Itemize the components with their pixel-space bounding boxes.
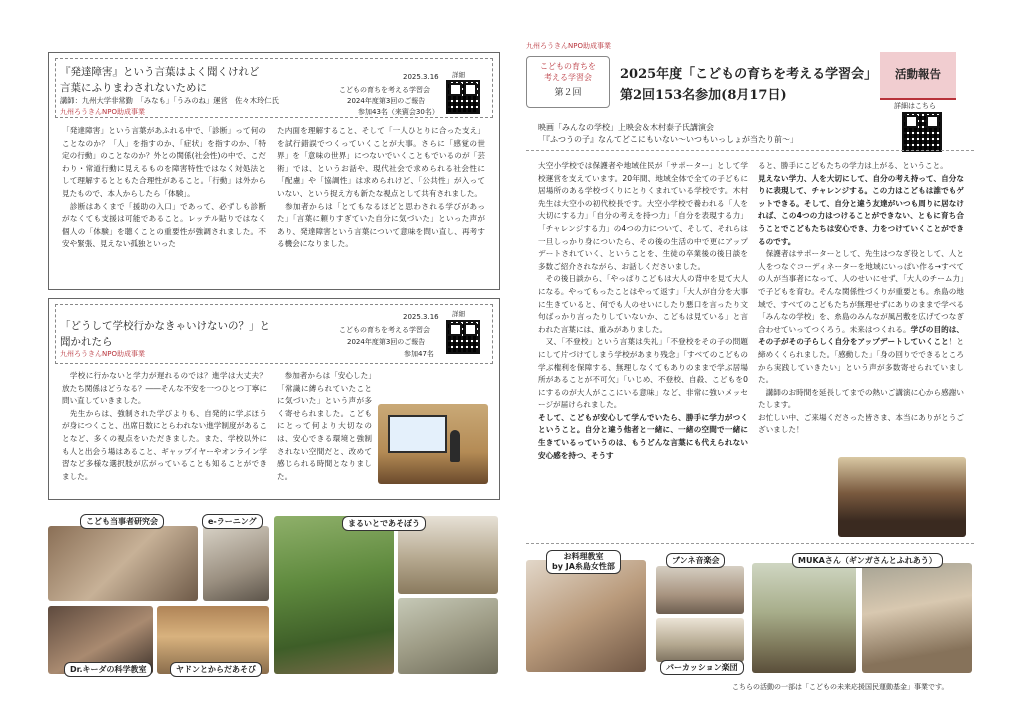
right-main-title: 2025年度「こどもの育ちを考える学習会」 bbox=[620, 67, 878, 82]
article1-title-line2: 言葉にふりまわされないために bbox=[60, 82, 207, 94]
label-bunne: ブンネ音楽会 bbox=[666, 553, 725, 568]
article1-series: こどもの育ちを考える学習会 bbox=[339, 86, 430, 94]
label-kagaku-kyoushitsu: Dr.キーダの科学教室 bbox=[64, 662, 152, 677]
article2-title-line2: 聞かれたら bbox=[60, 336, 113, 348]
lecture-screen bbox=[388, 415, 447, 453]
right-col1-bold: そして、こどもが安心して学んでいたら、勝手に学力がつくということ。自分と違う他者と一緒に、一緒の空間で一緒に生きているっていうのは、もうどんな言葉にも代えられない安心感を持つ、そうす bbox=[538, 412, 748, 460]
article2-qr-code[interactable] bbox=[446, 320, 480, 354]
photo-marui-to bbox=[274, 516, 394, 674]
badge-line3: 第２回 bbox=[554, 88, 582, 98]
series-badge bbox=[526, 56, 610, 108]
photo-marui-to-3 bbox=[398, 598, 498, 674]
label-e-learning: e-ラーニング bbox=[202, 514, 263, 529]
label-cooking-line1: お料理教室 bbox=[563, 552, 604, 561]
article2-org: 九州ろうきんNPO助成事業 bbox=[60, 350, 145, 358]
badge-line1: こどもの育ちを bbox=[540, 62, 596, 71]
right-footer: こちらの活動の一部は「こどもの未来応援国民運動基金」事業です。 bbox=[732, 683, 949, 691]
photo-muka-2 bbox=[862, 563, 972, 673]
article1-col1: 「発達障害」という言葉があふれる中で、「診断」って何のことなのか？「人」を指すのか、「症状」を指すのか、「特定の行動」のことなのか？外との関係(社会性)の中で、こだわり・常道行動に見えるものを障害特性ではなく対処法として理解するとともた合理性があること。「行動」は外から見たもので、本人からしたら「体験」。 診断はあくまで「援助の入口」であって、必ずしも診断がなくても支援は可能であること。レッテル貼りではなく個人の「体験」を聴くことの重要性が強調されました。不安や緊張、見えない孤独といった bbox=[62, 126, 266, 249]
article2-col2: 参加者からは「安心した」「常識に縛られていたことに気づいた」という声が多く寄せられました。こどもにとって何より大切なのは、安心できる環境と強制されない空間だと、改めて感じられる時間となりました。 bbox=[277, 371, 372, 481]
article1-detail-label: 詳細 bbox=[452, 71, 465, 79]
label-percussion: パーカッション楽団 bbox=[660, 660, 744, 675]
article2-title-line1: 「どうして学校行かなきゃいけないの？」と bbox=[60, 320, 270, 332]
label-yadon: ヤドンとからだあそび bbox=[170, 662, 262, 677]
right-org-top: 九州ろうきんNPO助成事業 bbox=[526, 42, 611, 50]
article1-date: 2025.3.16 bbox=[403, 73, 439, 81]
right-col2 bbox=[758, 160, 964, 455]
label-marui-to: まるいとであそぼう bbox=[342, 516, 426, 531]
photo-percussion bbox=[656, 618, 744, 662]
label-kodomo-toujisha: こども当事者研究会 bbox=[80, 514, 164, 529]
article1-org: 九州ろうきんNPO助成事業 bbox=[60, 108, 145, 116]
article2-series: こどもの育ちを考える学習会 bbox=[339, 326, 430, 334]
article1-qr-code[interactable] bbox=[446, 80, 480, 114]
right-separator bbox=[526, 150, 974, 151]
article2-detail-label: 詳細 bbox=[452, 310, 465, 318]
badge-line2: 考える学習会 bbox=[544, 73, 592, 82]
right-bottom-separator bbox=[526, 543, 974, 544]
lecturer-figure bbox=[450, 430, 460, 462]
photo-kodomo-toujisha bbox=[48, 526, 198, 601]
article1-participants: 参加43名（来賓会30名） bbox=[358, 108, 439, 116]
movie-line: 映画「みんなの学校」上映会＆木村泰子氏講演会 bbox=[538, 123, 714, 132]
article2-col1: 学校に行かないと学力が遅れるのでは？進学は大丈夫？放たち関係はどうなる？――そんな不安を一つひとつ丁寧に問い直していきました。 先生からは、強制された学びよりも、自発的に学ぶほうが身につくこと、出席日数にとらわれない進学制度があることなど、多くの視点をいただきました。また、学校以外にも人と出会う場はあること、ギャップイヤーやオンライン学習など多様な選択肢が広がっていることも知ることができました。 bbox=[62, 371, 267, 481]
article2-date: 2025.3.16 bbox=[403, 313, 439, 321]
article2-participants: 参加47名 bbox=[404, 350, 434, 358]
right-col2-tail: ！と締めくくられました。「感動した」「身の回りでできるところから実践していきたい」という声が多数寄せられていました。 講師のお時間を延長してまでの熱いご講演に心から感謝いたします。 お忙しい中、ご来場くださった皆さま、本当にありがとうございました！ bbox=[758, 337, 964, 435]
label-cooking-line2: by JA糸島女性部 bbox=[552, 562, 615, 571]
label-cooking bbox=[546, 550, 621, 574]
right-detail-label: 詳細はこちら bbox=[894, 102, 936, 110]
right-col2-rest: 保護者はサポーターとして、先生はつなぎ役として、人と人をつなぐコーディネーターを地域にいっぱい作る→すべての人が当事者になって、人のせいにせず、「大人のチーム力」で子どもを育む。そんな関係性づくりが重要とも。糸島の地域で、すべてのこどもたちが無理せずにありのままで学べる「みんなの学校」を、糸島のみんなが風呂敷を広げてつなぎ合わせていってつくろう。未来はつくれる。 bbox=[758, 249, 964, 334]
photo-e-learning bbox=[203, 526, 269, 601]
right-col2-bold2: 学びの目的は、その子がその子らしく自分をアップデートしていくこと bbox=[758, 324, 964, 347]
right-col2-pre: ると、勝手にこどもたちの学力は上がる、ということ。 bbox=[758, 161, 948, 170]
article1-lecturer: 講師：九州大学非常勤 「みなも」「うみのね」運営 佐々木玲仁氏 bbox=[60, 96, 279, 105]
photo-cooking bbox=[526, 560, 646, 672]
article1-col2: た内面を理解すること、そして「一人ひとりに合った支え」を試行錯誤でつくっていくことが大事。さらに「感覚の世界」を「意味の世界」につないでいくこともでいるのが「芸術」では、というお話や、現代社会で求められる社会性に「配慮」や「協調性」は求められけど、「公共性」が入っていない、という捉え方も新たな視点として共有されました。 参加者からは「とてもなるほどと思わされる学びがあった」「言葉に頼りすぎていた自分に気づいた」といった声があり、発達障害という言葉について意味を問い直し、再考する機会になりました。 bbox=[277, 126, 485, 249]
audience-photo bbox=[838, 457, 966, 537]
activity-report-label: 活動報告 bbox=[895, 67, 941, 81]
article1-report: 2024年度第3回のご報告 bbox=[347, 97, 426, 105]
right-subtitle: 第2回153名参加(8月17日) bbox=[620, 88, 787, 103]
right-qr-code[interactable] bbox=[902, 112, 942, 152]
right-col2-bold: 見えない学力、人を大切にして、自分の考え持って、自分なりに表現して、チャレンジする。この力はこどもは誰でもゲットできる。そして、自分と違う友達がいつも周りに居なければ、この4つの力はつけることができない、ともに育ち合うことでこどもたちは安心でき、力をつけていくことができるのです。 bbox=[758, 173, 964, 246]
article1-title-line1: 『発達障害』という言葉はよく聞くけれど bbox=[60, 66, 260, 78]
photo-bunne bbox=[656, 566, 744, 614]
right-col1-text: 大空小学校では保護者や地域住民が「サポーター」として学校運営を支えています。20年間、地域全体で全ての子どもに居場所のある学校づくりにとりくまれている学校です。木村先生は大空小の初代校長です。大空小学校で養われる「人を大切にする力」「自分の考えを持つ力」「自分を表現する力」「チャレンジする力」の4つの力について、そして、それらは一旦しっかり身についたら、その後の生活の中で更にアップデートされていく、ということを、生徒の卒業後の後日談を多数ご紹介されながら、お話しくださいました。 その後日談から、「やっぱりこどもは大人の背中を見て大人になる。やってもったことはやって返す」「大人が自分を大事に生きていると、何でも人のせいにしたり悪口を言ったり文句ばっかり言ったりしていないか、こどもは見ている」と言われた言葉には、重みがありました。 又、「不登校」という言葉は失礼」「不登校をその子の問題にして片づけてしまう学校があまり残念」「すべてのこどもの学ぶ権利を保障する、無理しなくてもありのままで学ぶ居場所があることが不可欠」「いじめ、不登校、自殺、こどもを0にするのが大人がここにいる意味」など、非常に強いメッセージが届けられました。 bbox=[538, 161, 748, 410]
theme-line: 「『ふつうの子』なんてどこにもいない～いつもいっしょが当たり前～」 bbox=[538, 135, 798, 144]
right-col1 bbox=[538, 160, 748, 532]
photo-muka-1 bbox=[752, 563, 856, 673]
label-muka: MUKAさん（ギンガさんとふれあう） bbox=[792, 553, 943, 568]
activity-report-tag bbox=[880, 52, 956, 100]
article2-report: 2024年度第3回のご報告 bbox=[347, 338, 426, 346]
